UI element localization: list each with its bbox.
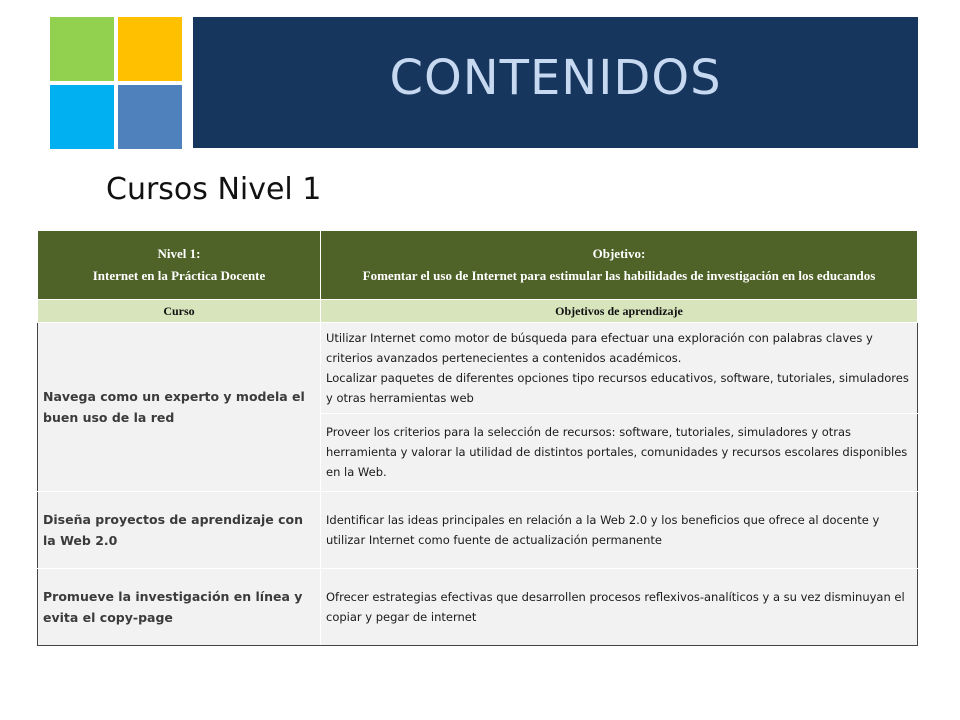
logo-square-steel	[118, 85, 182, 149]
level-name: Internet en la Práctica Docente	[92, 268, 266, 283]
logo-square-blue	[50, 85, 114, 149]
column-header-objectives: Objetivos de aprendizaje	[321, 300, 918, 323]
objective-item: Localizar paquetes de diferentes opciones tipo recursos educativos, software, tutoriales, simuladores y otras herramientas web	[326, 370, 909, 405]
courses-table	[37, 230, 918, 646]
table-row	[38, 569, 918, 646]
objective-item: Identificar las ideas principales en relación a la Web 2.0 y los beneficios que ofrece al docente y utilizar Internet como fuente de actualización permanente	[326, 513, 880, 547]
course-name: Diseña proyectos de aprendizaje con la Web 2.0	[38, 492, 321, 569]
title-banner	[193, 17, 918, 148]
table-row	[38, 323, 918, 414]
table-subheader-row	[38, 300, 918, 323]
section-subtitle: Cursos Nivel 1	[106, 172, 322, 207]
objective-label: Objetivo:	[592, 246, 646, 261]
table-header-row	[38, 231, 918, 300]
objective-item: Utilizar Internet como motor de búsqueda para efectuar una exploración con palabras claves y criterios avanzados pertenecientes a contenidos académicos.	[326, 330, 873, 365]
logo-square-yellow	[118, 17, 182, 81]
column-header-course: Curso	[38, 300, 321, 323]
objectives-cell	[321, 413, 918, 491]
objectives-cell	[321, 569, 918, 646]
objective-item: Ofrecer estrategias efectivas que desarrollen procesos reflexivos-analíticos y a su vez disminuyan el copiar y pegar de internet	[326, 590, 905, 624]
objectives-cell	[321, 323, 918, 414]
logo-square-green	[50, 17, 114, 81]
level-label: Nivel 1:	[157, 246, 201, 261]
objective-text: Fomentar el uso de Internet para estimular las habilidades de investigación en los educandos	[362, 268, 876, 283]
table-row	[38, 492, 918, 569]
objective-header-cell	[321, 231, 918, 300]
course-name: Navega como un experto y modela el buen uso de la red	[38, 323, 321, 492]
objectives-cell	[321, 492, 918, 569]
page-title: CONTENIDOS	[389, 49, 722, 106]
level-header-cell	[38, 231, 321, 300]
course-name: Promueve la investigación en línea y evita el copy-page	[38, 569, 321, 646]
objective-item: Proveer los criterios para la selección de recursos: software, tutoriales, simuladores y otras herramienta y valorar la utilidad de distintos portales, comunidades y recursos escolares disponibles en la Web.	[326, 425, 908, 480]
